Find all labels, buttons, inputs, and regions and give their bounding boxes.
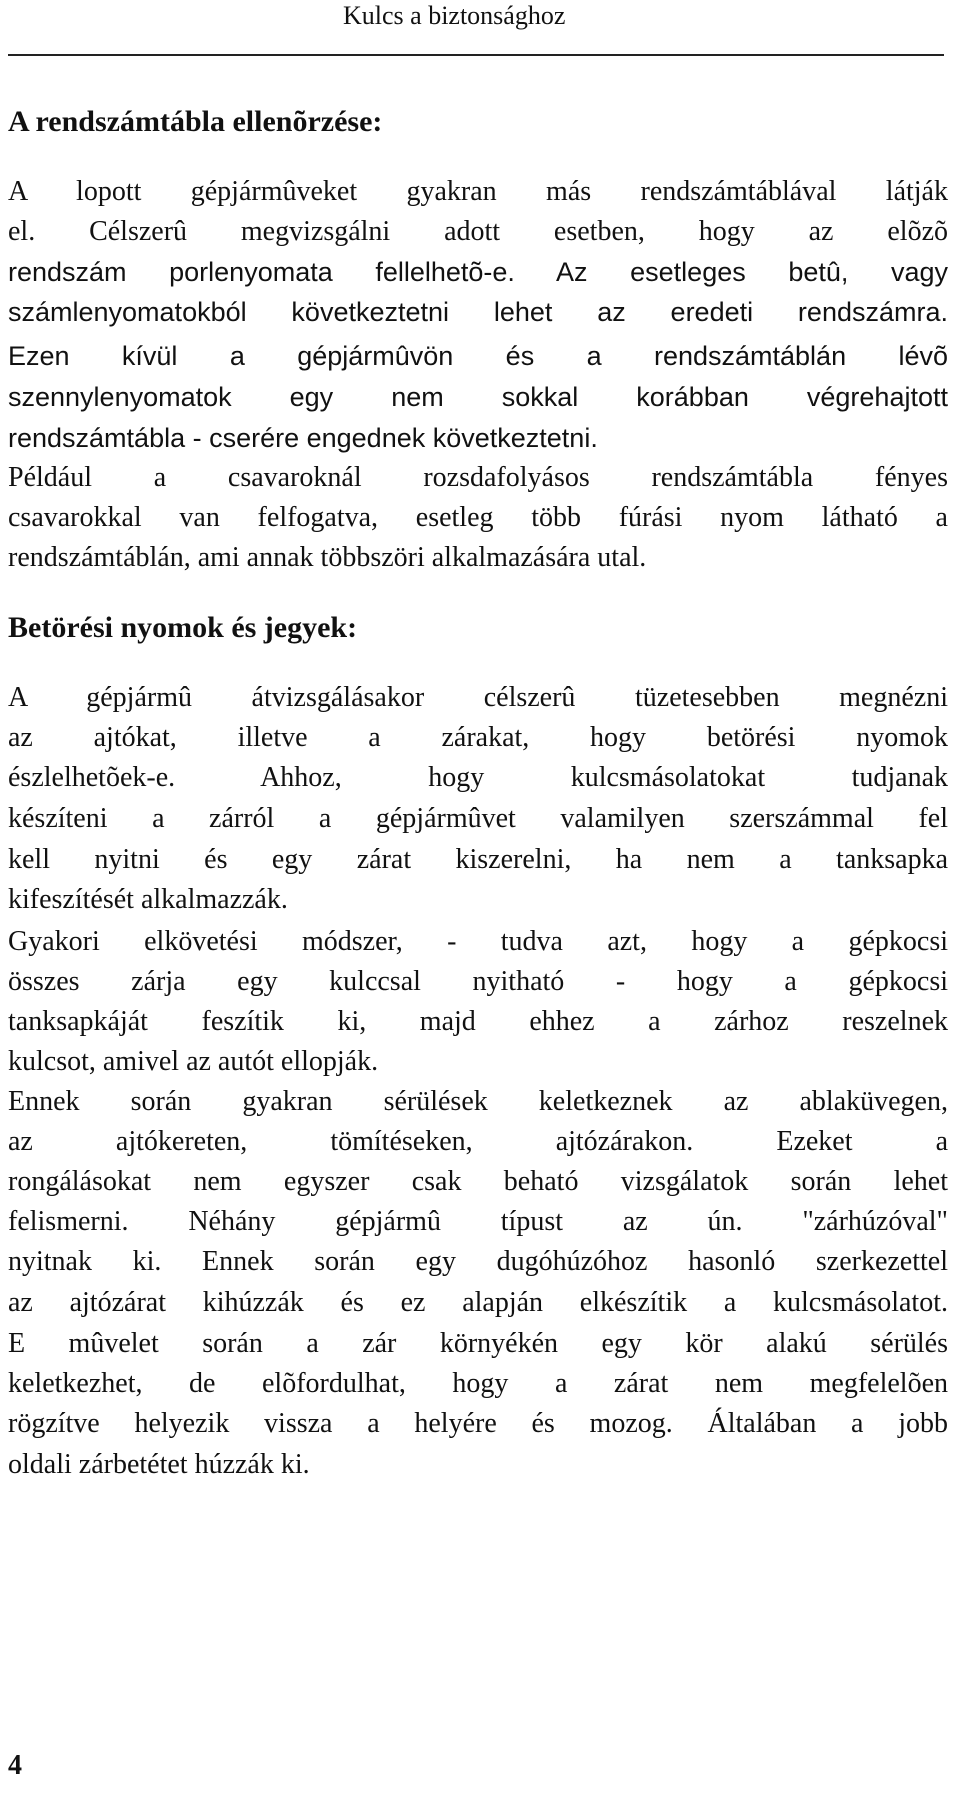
text-line: A lopott gépjármûveket gyakran más rendszámtáblával látják: [8, 176, 948, 207]
text-line: rendszámtáblán, ami annak többszöri alkalmazására utal.: [8, 542, 647, 573]
text-line: az ajtózárat kihúzzák és ez alapján elkészítik a kulcsmásolatot.: [8, 1287, 948, 1318]
text-line: az ajtókat, illetve a zárakat, hogy betörési nyomok: [8, 722, 948, 753]
text-line: E mûvelet során a zár környékén egy kör alakú sérülés: [8, 1328, 948, 1359]
section-heading-break-in-traces: Betörési nyomok és jegyek:: [8, 611, 358, 644]
text-line: szennylenyomatok egy nem sokkal korábban végrehajtott: [8, 382, 948, 412]
page-number: 4: [8, 1750, 22, 1781]
text-line: felismerni. Néhány gépjármû típust az ún. "zárhúzóval": [8, 1206, 948, 1237]
text-line: rögzítve helyezik vissza a helyére és mozog. Általában a jobb: [8, 1408, 948, 1439]
text-line: Például a csavaroknál rozsdafolyásos rendszámtábla fényes: [8, 462, 948, 493]
text-line: tanksapkáját feszítik ki, majd ehhez a zárhoz reszelnek: [8, 1006, 948, 1037]
text-line: készíteni a zárról a gépjármûvet valamilyen szerszámmal fel: [8, 803, 948, 834]
text-line: összes zárja egy kulccsal nyitható - hogy a gépkocsi: [8, 966, 948, 997]
text-line: rongálásokat nem egyszer csak beható vizsgálatok során lehet: [8, 1166, 948, 1197]
text-line: csavarokkal van felfogatva, esetleg több fúrási nyom látható a: [8, 502, 948, 533]
text-line: keletkezhet, de elõfordulhat, hogy a zárat nem megfelelõen: [8, 1368, 948, 1399]
text-line: Ennek során gyakran sérülések keletkeznek az ablaküvegen,: [8, 1086, 948, 1117]
text-line: észlelhetõek-e. Ahhoz, hogy kulcsmásolatokat tudjanak: [8, 762, 948, 793]
text-line: kulcsot, amivel az autót ellopják.: [8, 1046, 379, 1077]
text-line: Gyakori elkövetési módszer, - tudva azt, hogy a gépkocsi: [8, 926, 948, 957]
text-line: A gépjármû átvizsgálásakor célszerû tüzetesebben megnézni: [8, 682, 948, 713]
text-line: Ezen kívül a gépjármûvön és a rendszámtáblán lévõ: [8, 341, 948, 371]
text-line: el. Célszerû megvizsgálni adott esetben, hogy az elõzõ: [8, 216, 948, 247]
text-line: nyitnak ki. Ennek során egy dugóhúzóhoz hasonló szerkezettel: [8, 1246, 948, 1277]
text-line: kell nyitni és egy zárat kiszerelni, ha nem a tanksapka: [8, 844, 948, 875]
header-rule: [8, 54, 944, 56]
text-line: rendszámtábla - cserére engednek következtetni.: [8, 423, 598, 453]
text-line: az ajtókereten, tömítéseken, ajtózárakon. Ezeket a: [8, 1126, 948, 1157]
text-line: rendszám porlenyomata fellelhetõ-e. Az esetleges betû, vagy: [8, 257, 948, 287]
section-heading-plate-check: A rendszámtábla ellenõrzése:: [8, 105, 383, 138]
running-header: Kulcs a biztonsághoz: [343, 1, 566, 30]
text-line: kifeszítését alkalmazzák.: [8, 884, 288, 915]
text-line: oldali zárbetétet húzzák ki.: [8, 1449, 310, 1480]
text-line: számlenyomatokból következtetni lehet az eredeti rendszámra.: [8, 297, 948, 327]
